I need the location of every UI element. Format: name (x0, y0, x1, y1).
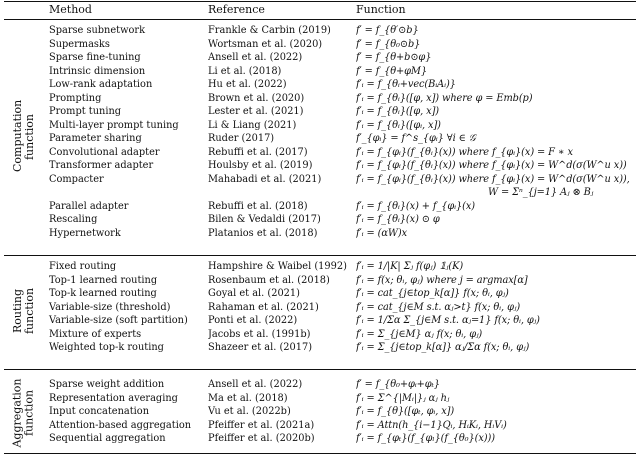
table-row (0, 378, 640, 392)
reference-cell: Pfeiffer et al. (2020b) (208, 433, 315, 444)
table-row (0, 38, 640, 52)
reference-cell: Wortsman et al. (2020) (208, 38, 323, 50)
method-cell: Top-k learned routing (49, 288, 157, 299)
method-cell: Weighted top-k routing (49, 342, 164, 353)
function-cell: f′ᵢ = f_{φᵢ}(f_{θᵢ}(x)) where f_{φᵢ}(x) = W^d(σ(W^u x)), (356, 173, 630, 185)
function-cell: f′ᵢ = f_{θᵢ}(x) + f_{φᵢ}(x) (356, 200, 476, 212)
computation-section (0, 24, 640, 240)
method-cell: Mixture of experts (49, 328, 142, 340)
table-row (0, 51, 640, 65)
function-cell: f′ᵢ = (αW)x (356, 227, 408, 239)
table-row (0, 287, 640, 301)
computation-rule (4, 255, 636, 256)
function-cell: f′ᵢ = f_{θᵢ}(x) ⊙ φ (356, 214, 440, 225)
function-cell: f′ = f_{θ′⊙b} (356, 25, 419, 36)
table-row (0, 146, 640, 160)
method-cell: Sequential aggregation (49, 433, 166, 444)
method-cell: Parameter sharing (49, 133, 142, 144)
table-row (0, 132, 640, 146)
reference-cell: Lester et al. (2021) (208, 106, 304, 117)
function-cell: f′ᵢ = 1/|K| Σⱼ f(φⱼ) 𝟙ⱼ(K) (356, 261, 464, 272)
routing-rule (4, 369, 636, 370)
reference-cell: Rahaman et al. (2021) (208, 301, 319, 313)
table-row (0, 419, 640, 433)
method-cell: Top-1 learned routing (49, 274, 158, 286)
group-label-computation-text: Computation function (11, 99, 36, 172)
bottom-rule (4, 453, 636, 454)
reference-cell: Hu et al. (2022) (208, 79, 287, 90)
reference-cell: Mahabadi et al. (2021) (208, 173, 322, 185)
function-cell: f′ = f_{θ+φM} (356, 65, 427, 77)
function-cell: f′ = f_{θ₀⊙b} (356, 38, 421, 50)
group-label-aggregation-text: Aggregation function (11, 378, 37, 448)
function-cell: f′ᵢ = Σ^{|Mᵢ|}ⱼ αⱼ hⱼ (356, 392, 450, 404)
aggregation-section (0, 378, 640, 446)
table-row (0, 314, 640, 328)
function-cell: f′ᵢ = f_{θᵢ}([φᵢ, x]) (356, 119, 441, 131)
reference-cell: Ruder (2017) (208, 133, 275, 144)
header-reference: Reference (208, 3, 265, 16)
function-cell: f′ᵢ = f_{θᵢ}([φ, x]) (356, 106, 440, 117)
method-cell: Prompt tuning (49, 106, 122, 117)
function-cell: f′ = f_{θ+b⊙φ} (356, 52, 432, 63)
reference-cell: Shazeer et al. (2017) (208, 342, 313, 353)
method-cell: Transformer adapter (49, 160, 154, 171)
header-function: Function (356, 3, 406, 16)
reference-cell: Hampshire & Waibel (1992) (208, 261, 347, 272)
table-row (0, 92, 640, 106)
table-row (0, 105, 640, 119)
table-row-continuation (0, 186, 640, 200)
function-cell: f′ᵢ = f_{φᵢ}(f_{θᵢ}(x)) where f_{φᵢ}(x) = F ∗ x (356, 146, 573, 158)
function-cell: f′ᵢ = f_{φₜ}(f_{φₗ}(f_{θ₀}(x))) (356, 433, 495, 444)
method-cell: Attention-based aggregation (49, 419, 192, 431)
table-row (0, 65, 640, 79)
table-row (0, 274, 640, 288)
reference-cell: Jacobs et al. (1991b) (208, 328, 311, 340)
function-cell: f′ᵢ = Attn(h_{i−1}Qᵢ, HᵢKᵢ, HᵢVᵢ) (356, 419, 507, 431)
reference-cell: Houlsby et al. (2019) (208, 160, 313, 171)
function-cell: f′_{φᵢ} = f^s_{φᵢ} ∀i ∈ 𝒢 (356, 133, 476, 144)
function-cell: f′ᵢ = 1/Σα Σ_{j∈M s.t. αⱼ=1} f(x; θᵢ, φⱼ) (356, 315, 540, 326)
table-row (0, 328, 640, 342)
table-row (0, 392, 640, 406)
table-row (0, 159, 640, 173)
reference-cell: Vu et al. (2022b) (208, 406, 291, 417)
method-cell: Sparse fine-tuning (49, 52, 141, 63)
reference-cell: Goyal et al. (2021) (208, 288, 300, 299)
reference-cell: Rebuffi et al. (2018) (208, 200, 308, 212)
reference-cell: Pfeiffer et al. (2021a) (208, 419, 315, 431)
table-row (0, 301, 640, 315)
reference-cell: Bilen & Vedaldi (2017) (208, 214, 321, 225)
reference-cell: Rebuffi et al. (2017) (208, 146, 308, 158)
reference-cell: Frankle & Carbin (2019) (208, 25, 331, 36)
method-cell: Input concatenation (49, 406, 149, 417)
reference-cell: Ma et al. (2018) (208, 392, 288, 404)
function-cell: f′ᵢ = f_{θ}([φₜ, φᵢ, x]) (356, 406, 455, 417)
method-cell: Supermasks (49, 38, 110, 50)
method-cell: Variable-size (soft partition) (49, 315, 188, 326)
method-cell: Variable-size (threshold) (49, 301, 171, 313)
function-cell: f′ᵢ = cat_{j∈M s.t. αⱼ>t} f(x; θᵢ, φⱼ) (356, 301, 521, 313)
method-cell: Fixed routing (49, 261, 117, 272)
method-cell: Sparse subnetwork (49, 25, 146, 36)
reference-cell: Platanios et al. (2018) (208, 227, 318, 239)
header-method: Method (49, 3, 92, 16)
method-cell: Convolutional adapter (49, 146, 160, 158)
method-cell: Parallel adapter (49, 200, 129, 212)
function-cell: f′ᵢ = Σ_{j∈top_k[α]} αⱼ/Σα f(x; θᵢ, φⱼ) (356, 342, 530, 353)
function-cell: f′ᵢ = f_{φᵢ}(f_{θᵢ}(x)) where f_{φᵢ}(x) = W^d(σ(W^u x)) (356, 160, 627, 171)
table-row (0, 200, 640, 214)
function-cell: f′ᵢ = f_{θᵢ}([φ, x]) where φ = Emb(p) (356, 92, 533, 104)
reference-cell: Ansell et al. (2022) (208, 379, 303, 390)
method-cell: Representation averaging (49, 392, 178, 404)
function-cell: f′ᵢ = f_{θᵢ+vec(BᵢAᵢ)} (356, 79, 456, 90)
routing-section (0, 260, 640, 355)
header-rule (4, 19, 636, 20)
table-row (0, 213, 640, 227)
method-cell: Multi-layer prompt tuning (49, 119, 179, 131)
table-row (0, 341, 640, 355)
reference-cell: Ansell et al. (2022) (208, 52, 303, 63)
table-row (0, 227, 640, 241)
table-row (0, 173, 640, 187)
table-row (0, 119, 640, 133)
table-row (0, 78, 640, 92)
method-cell: Compacter (49, 173, 104, 185)
function-cell: f′ᵢ = cat_{j∈top_k[α]} f(x; θᵢ, φⱼ) (356, 288, 509, 299)
reference-cell: Li & Liang (2021) (208, 119, 297, 131)
function-cell: f′ᵢ = f(x; θᵢ, φⱼ) where j = argmax[α] (356, 274, 528, 286)
table-row (0, 24, 640, 38)
reference-cell: Rosenbaum et al. (2018) (208, 274, 330, 286)
method-cell: Low-rank adaptation (49, 79, 153, 90)
method-cell: Hypernetwork (49, 227, 121, 239)
method-cell: Rescaling (49, 214, 98, 225)
function-cell: f′ = f_{θ₀+φᵢ+φₜ} (356, 379, 440, 390)
method-cell: Sparse weight addition (49, 379, 165, 390)
empty-cell (0, 186, 208, 200)
reference-cell: Ponti et al. (2022) (208, 315, 298, 326)
table-row (0, 260, 640, 274)
table-row (0, 432, 640, 446)
function-cell-continuation: W = Σⁿ_{j=1} Aⱼ ⊗ Bⱼ (488, 187, 594, 198)
group-label-routing-text: Routing function (11, 287, 37, 335)
method-cell: Prompting (49, 92, 102, 104)
method-cell: Intrinsic dimension (49, 65, 146, 77)
reference-cell: Brown et al. (2020) (208, 92, 305, 104)
table-row (0, 405, 640, 419)
top-rule (4, 1, 636, 2)
reference-cell: Li et al. (2018) (208, 65, 282, 77)
empty-cell (208, 186, 356, 200)
function-cell: f′ᵢ = Σ_{j∈M} αⱼ f(x; θᵢ, φⱼ) (356, 328, 483, 340)
